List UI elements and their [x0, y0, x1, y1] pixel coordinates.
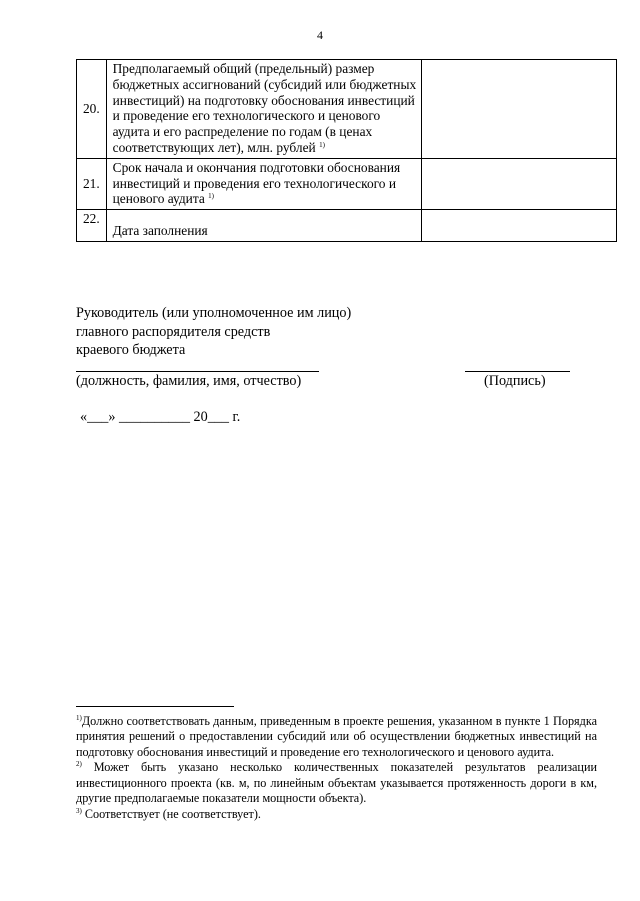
- row-description: [106, 210, 421, 242]
- date-line: «___» __________ 20___ г.: [80, 409, 241, 425]
- row-text: Предполагаемый общий (предельный) размер бюджетных ассигнований (субсидий или бюджетных инвестиций) на подготовку обоснования инвестиций и проведение его технологического и ценового аудита и его распределение по годам (в ценах соответствующих лет), млн. рублей: [112, 61, 417, 155]
- footnotes: [76, 714, 597, 823]
- row-text: Срок начала и окончания подготовки обоснования инвестиций и проведения его технологического и ценового аудита: [112, 159, 401, 207]
- signature-line-1: Руководитель (или уполномоченное им лицо): [76, 305, 352, 321]
- footnote-2: [76, 760, 597, 806]
- signature-line-3: краевого бюджета: [76, 342, 186, 358]
- row-number: 21.: [77, 158, 107, 209]
- footnote-text: Может быть указано несколько количественных показателей результатов реализации инвестиционного проекта (кв. м, по линейным объектам указывается протяженность дороги в км, другие предполагаемые показатели мощности объекта).: [76, 760, 597, 806]
- table-row: [77, 210, 617, 242]
- row-number: 22.: [77, 210, 107, 242]
- row-value-cell[interactable]: [421, 60, 616, 159]
- footnote-text: Соответствует (не соответствует).: [81, 807, 261, 822]
- footnote-mark: 1): [76, 714, 82, 722]
- row-number: 20.: [77, 60, 107, 159]
- form-table: [76, 59, 617, 242]
- signature-line-2: главного распорядителя средств: [76, 323, 271, 340]
- signature-line: [465, 371, 570, 372]
- footnote-3: [76, 807, 597, 822]
- name-signature-line: [76, 371, 319, 372]
- row-description: [106, 60, 421, 159]
- footnote-mark: 2): [76, 760, 82, 769]
- name-caption: (должность, фамилия, имя, отчество): [76, 373, 302, 389]
- signature-heading: [76, 304, 351, 360]
- row-description: [106, 158, 421, 209]
- footnote-ref: 1): [319, 140, 325, 149]
- page-number: 4: [317, 28, 323, 42]
- table-row: [77, 60, 617, 159]
- footnote-1: [76, 714, 597, 760]
- footnote-mark: 3): [76, 807, 82, 816]
- table-row: [77, 158, 617, 209]
- row-value-cell[interactable]: [421, 210, 616, 242]
- row-value-cell[interactable]: [421, 158, 616, 209]
- footnote-text: Должно соответствовать данным, приведенным в проекте решения, указанном в пункте 1 Порядка принятия решений о предоставлении субсидий или об осуществлении бюджетных инвестиций на подготовку обоснования инвестиций и проведение его технологического и ценового аудита.: [76, 714, 597, 759]
- signature-caption: (Подпись): [484, 373, 546, 389]
- row-text: Дата заполнения: [112, 223, 208, 239]
- footnote-separator: [76, 706, 234, 707]
- footnote-ref: 1): [208, 192, 214, 201]
